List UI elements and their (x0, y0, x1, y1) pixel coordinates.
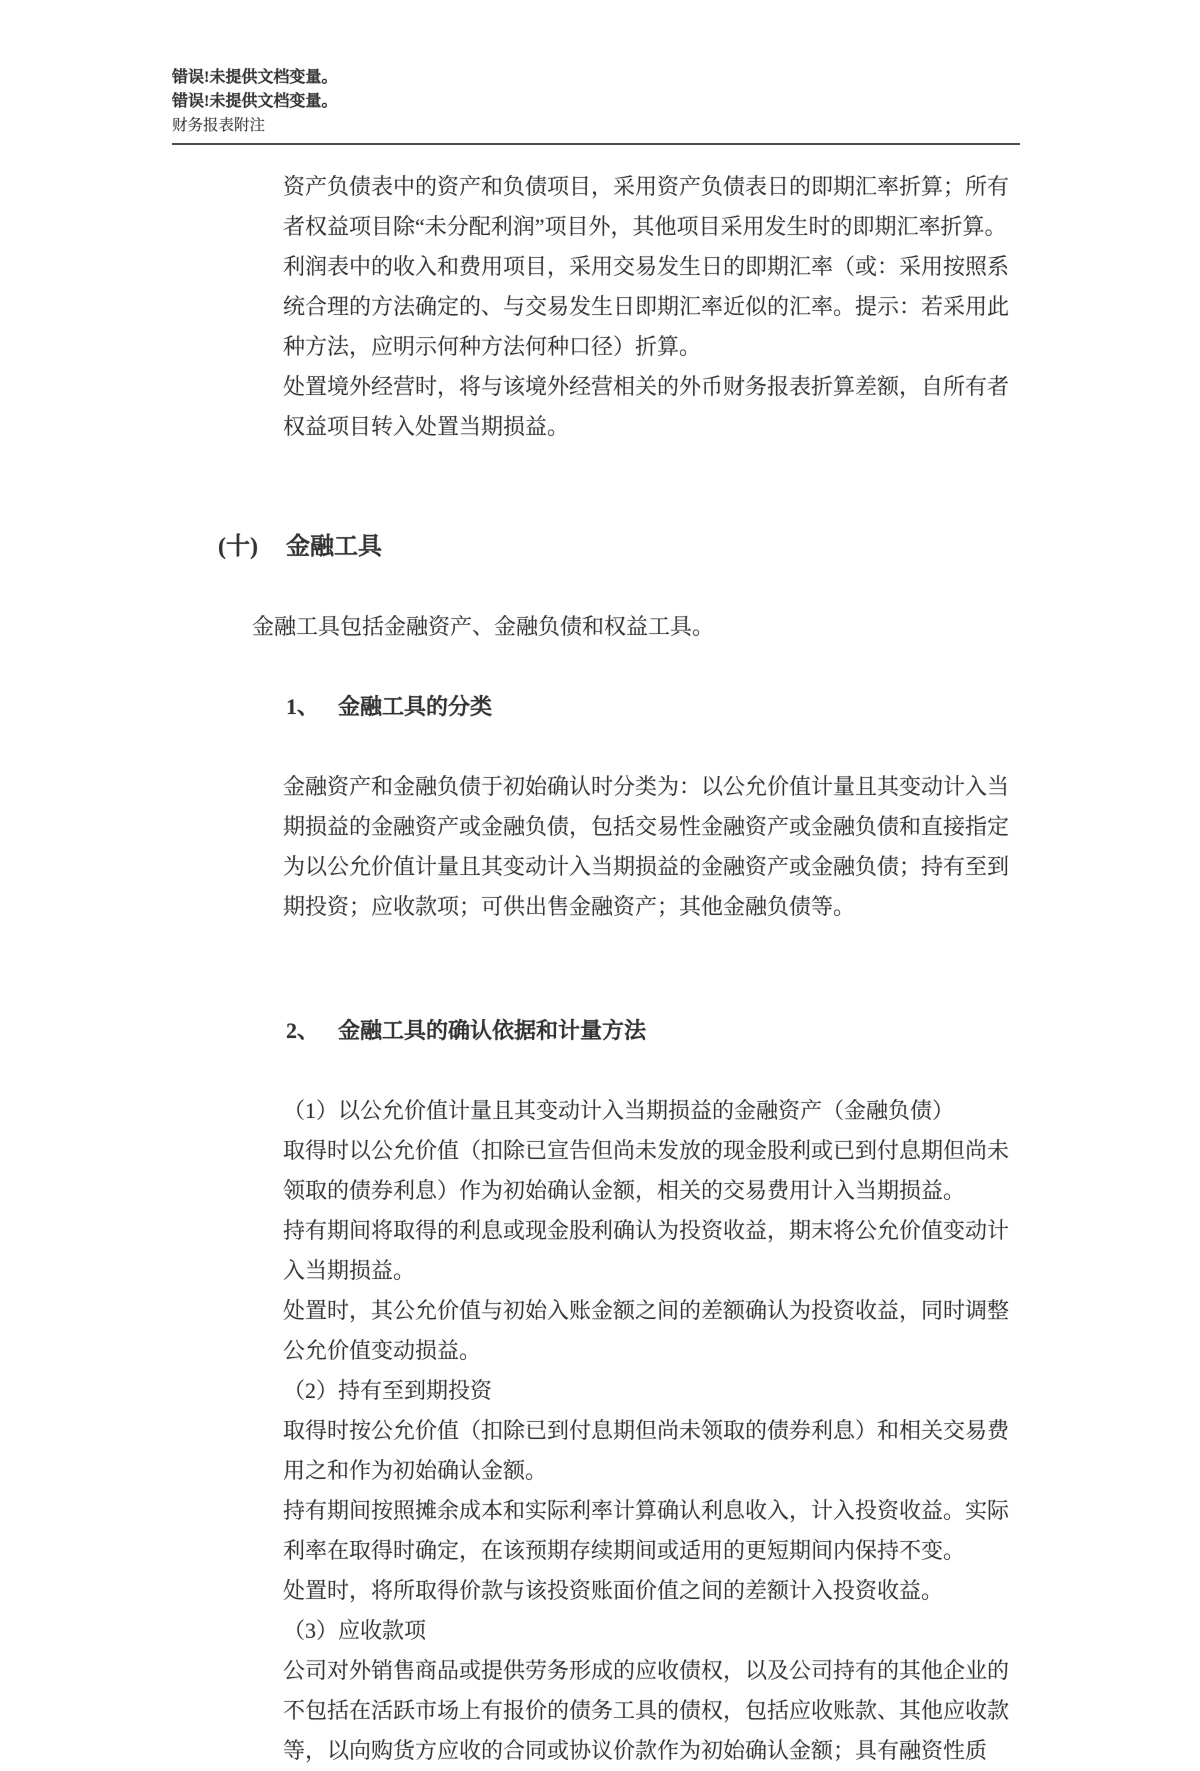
paragraph-line: 资产负债表中的资产和负债项目，采用资产负债表日的即期汇率折算；所有 (283, 174, 1010, 199)
paragraph-line: 期损益的金融资产或金融负债，包括交易性金融资产或金融负债和直接指定 (283, 814, 1010, 839)
paragraph-line: 为以公允价值计量且其变动计入当期损益的金融资产或金融负债；持有至到 (283, 854, 1010, 879)
paragraph-line: 处置境外经营时，将与该境外经营相关的外币财务报表折算差额，自所有者 (283, 374, 1010, 399)
paragraph-line: 取得时按公允价值（扣除已到付息期但尚未领取的债券利息）和相关交易费 (283, 1418, 1010, 1443)
paragraph-line: 处置时，将所取得价款与该投资账面价值之间的差额计入投资收益。 (283, 1578, 944, 1603)
subsection-1-title: 金融工具的分类 (338, 694, 493, 719)
paragraph-line: 持有期间按照摊余成本和实际利率计算确认利息收入，计入投资收益。实际 (283, 1498, 1010, 1523)
subsection-2-title: 金融工具的确认依据和计量方法 (338, 1018, 647, 1043)
subsection-2-heading (253, 971, 1200, 1091)
paragraph-line: 取得时以公允价值（扣除已宣告但尚未发放的现金股利或已到付息期但尚未 (283, 1138, 1010, 1163)
paragraph-line: 公允价值变动损益。 (283, 1338, 482, 1363)
paragraph-line: 统合理的方法确定的、与交易发生日即期汇率近似的汇率。提示：若采用此 (283, 294, 1010, 319)
subsection-2-paragraphs (283, 1091, 1200, 1771)
paragraph-line: 者权益项目除“未分配利润”项目外，其他项目采用发生时的即期汇率折算。 (283, 214, 1007, 239)
subsection-1-paragraphs (283, 767, 1200, 927)
subsection-1-marker: 1、 (286, 694, 320, 719)
paragraph-line: 利率在取得时确定，在该预期存续期间或适用的更短期间内保持不变。 (283, 1538, 966, 1563)
paragraph-line: 利润表中的收入和费用项目，采用交易发生日的即期汇率（或：采用按照系 (283, 254, 1010, 279)
header-error-line-2: 错误!未提供文档变量。 (172, 93, 338, 110)
paragraph-line: 金融资产和金融负债于初始确认时分类为：以公允价值计量且其变动计入当 (283, 774, 1010, 799)
paragraph-line: 持有期间将取得的利息或现金股利确认为投资收益，期末将公允价值变动计 (283, 1218, 1010, 1243)
paragraph-line: 处置时，其公允价值与初始入账金额之间的差额确认为投资收益，同时调整 (283, 1298, 1010, 1323)
header-error-line-1: 错误!未提供文档变量。 (172, 69, 338, 86)
paragraph-line: 期投资；应收款项；可供出售金融资产；其他金融负债等。 (283, 894, 856, 919)
header-section-title: 财务报表附注 (172, 117, 266, 134)
paragraph-line: 金融工具包括金融资产、金融负债和权益工具。 (252, 614, 715, 639)
paragraph-line: （1）以公允价值计量且其变动计入当期损益的金融资产（金融负债） (283, 1098, 955, 1123)
paragraph-line: （2）持有至到期投资 (283, 1378, 493, 1403)
section-10-intro (252, 607, 1200, 647)
paragraph-line: （3）应收款项 (283, 1618, 427, 1643)
page-body (0, 145, 1200, 1771)
paragraph-line: 权益项目转入处置当期损益。 (283, 414, 570, 439)
section-10-title: 金融工具 (286, 534, 382, 560)
foreign-currency-paragraphs (283, 167, 1200, 447)
paragraph-line: 入当期损益。 (283, 1258, 416, 1283)
section-10-heading (182, 487, 1200, 607)
paragraph-line: 等，以向购货方应收的合同或协议价款作为初始确认金额；具有融资性质 (283, 1738, 988, 1763)
paragraph-line: 公司对外销售商品或提供劳务形成的应收债权，以及公司持有的其他企业的 (283, 1658, 1010, 1683)
paragraph-line: 用之和作为初始确认金额。 (283, 1458, 548, 1483)
subsection-2-marker: 2、 (286, 1018, 320, 1043)
page-header (172, 0, 1022, 145)
paragraph-line: 不包括在活跃市场上有报价的债务工具的债权，包括应收账款、其他应收款 (283, 1698, 1010, 1723)
section-10-marker: (十) (218, 534, 258, 560)
subsection-1-heading (253, 647, 1200, 767)
paragraph-line: 领取的债券利息）作为初始确认金额，相关的交易费用计入当期损益。 (283, 1178, 966, 1203)
paragraph-line: 种方法，应明示何种方法何种口径）折算。 (283, 334, 702, 359)
